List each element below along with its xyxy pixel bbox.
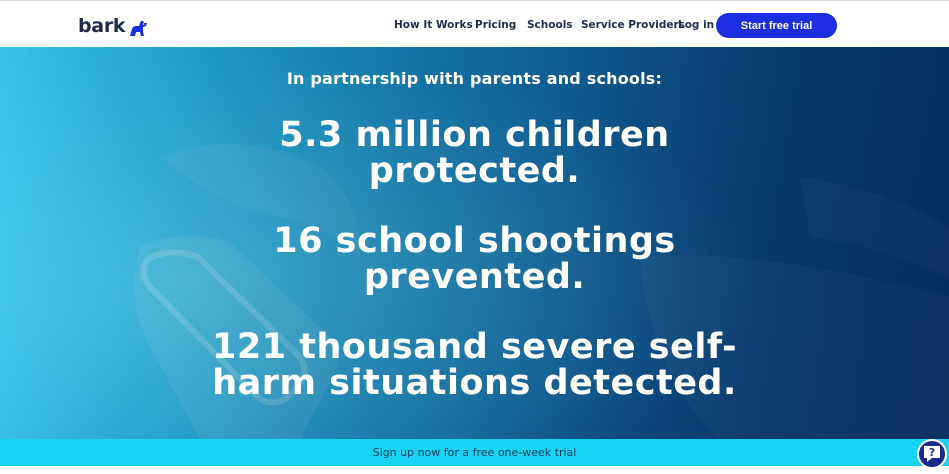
nav-pricing[interactable]: Pricing [475,19,517,31]
start-free-trial-button[interactable]: Start free trial [716,13,837,38]
stat-line: 121 thousand severe self- [212,327,737,367]
free-trial-banner-text: Sign up now for a free one-week trial [372,446,577,459]
svg-text:?: ? [928,446,936,459]
bark-logo-link[interactable] [78,15,148,37]
nav-schools[interactable]: Schools [527,19,573,31]
stat-children-protected [0,117,949,189]
nav-service-providers[interactable]: Service Providers [581,19,685,31]
stat-self-harm-detected [0,329,949,401]
nav-log-in[interactable]: Log in [678,19,715,31]
help-chat-button[interactable] [917,439,947,469]
hero-section [0,47,949,439]
nav-how-it-works[interactable]: How It Works [394,19,473,31]
bark-logo-text: bark [78,15,126,37]
stat-line: harm situations detected. [212,363,737,403]
help-chat-icon [921,443,943,465]
stat-shootings-prevented [0,223,949,295]
free-trial-banner[interactable] [0,439,949,466]
hero-tagline: In partnership with parents and schools: [286,69,663,88]
stat-line: protected. [368,151,581,191]
stat-line: 5.3 million children [279,115,670,155]
stat-line: prevented. [363,257,586,297]
site-header [0,4,949,47]
bottom-strip [0,466,949,474]
dog-icon [128,19,148,37]
stat-line: 16 school shootings [273,221,676,261]
